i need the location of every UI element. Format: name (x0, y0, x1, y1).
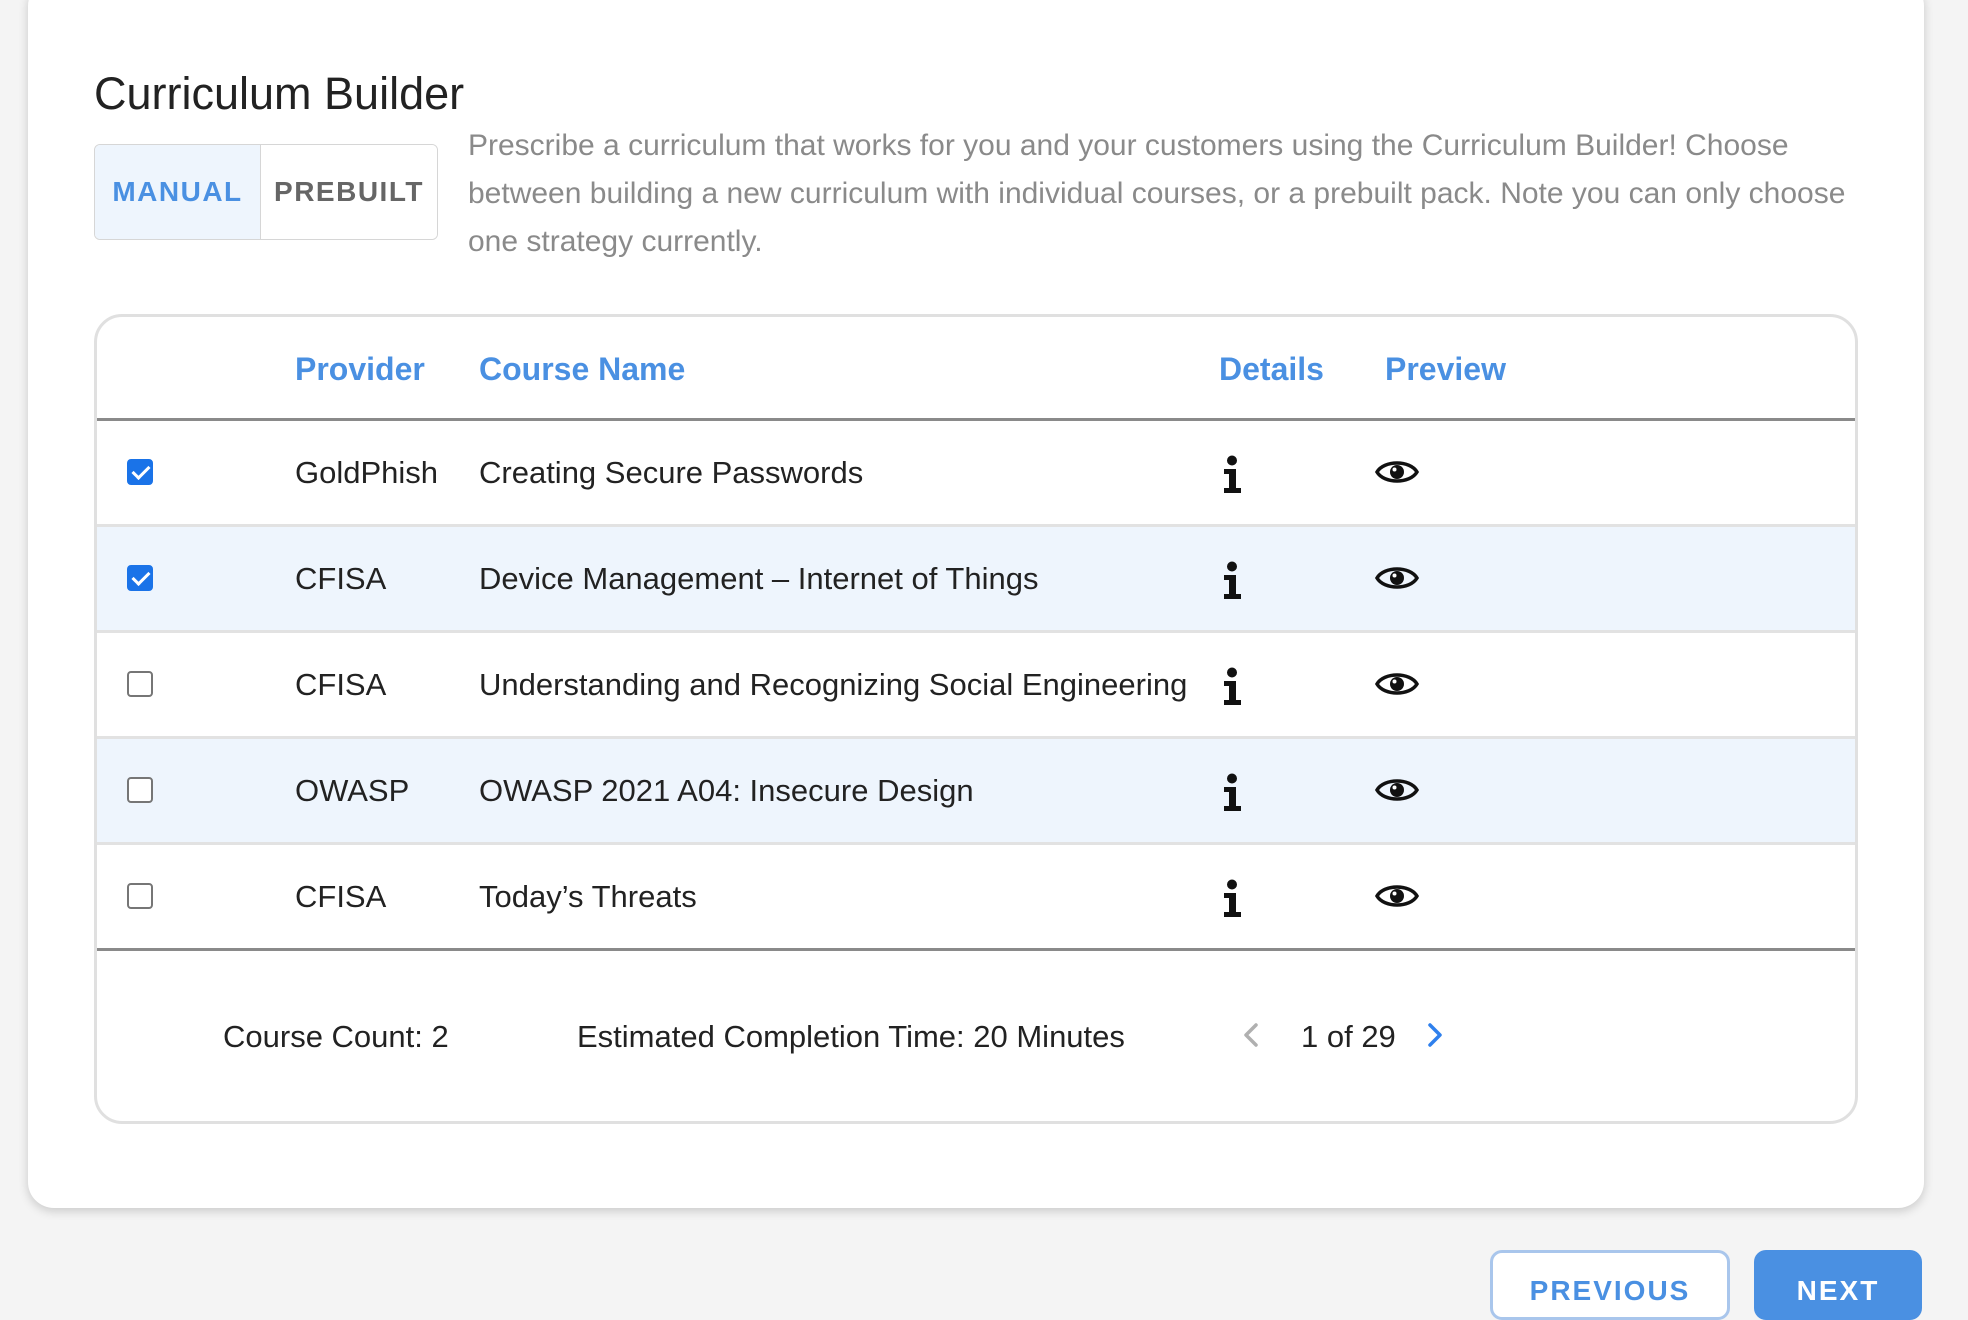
course-count: Course Count: 2 (223, 1019, 449, 1054)
details-button[interactable] (1221, 773, 1245, 818)
eye-icon (1375, 563, 1419, 593)
row-checkbox[interactable] (127, 671, 153, 697)
row-checkbox[interactable] (127, 459, 153, 485)
table-header (97, 317, 1855, 421)
row-course-name: Today’s Threats (479, 879, 697, 914)
eye-icon (1375, 457, 1419, 487)
completion-time: Estimated Completion Time: 20 Minutes (577, 1019, 1125, 1054)
preview-button[interactable] (1375, 563, 1419, 598)
eye-icon (1375, 775, 1419, 805)
row-course-name: Understanding and Recognizing Social Engineering (479, 667, 1188, 702)
table-row-1 (97, 421, 1855, 527)
preview-button[interactable] (1375, 669, 1419, 704)
row-course-name: Device Management – Internet of Things (479, 561, 1039, 596)
curriculum-card (28, 0, 1924, 1208)
row-provider: OWASP (295, 773, 410, 808)
manual-button[interactable]: MANUAL (95, 145, 261, 239)
details-button[interactable] (1221, 455, 1245, 500)
details-button[interactable] (1221, 879, 1245, 924)
page-indicator: 1 of 29 (1301, 1019, 1396, 1054)
eye-icon (1375, 881, 1419, 911)
preview-button[interactable] (1375, 775, 1419, 810)
table-row-4 (97, 739, 1855, 845)
info-icon (1221, 773, 1245, 813)
row-provider: GoldPhish (295, 455, 439, 490)
table-row-5 (97, 845, 1855, 951)
next-page-button[interactable] (1425, 1021, 1445, 1054)
row-provider: CFISA (295, 667, 387, 702)
description: Prescribe a curriculum that works for you and your customers using the Curriculum Builder! Choose between building a new curriculum with individual courses, or a prebuilt pack. Note you can only choose one strategy currently. (468, 129, 1846, 258)
row-provider: CFISA (295, 561, 387, 596)
eye-icon (1375, 669, 1419, 699)
chevron-right-icon (1425, 1021, 1445, 1049)
row-course-name: OWASP 2021 A04: Insecure Design (479, 773, 974, 808)
row-provider: CFISA (295, 879, 387, 914)
row-course-name: Creating Secure Passwords (479, 455, 864, 490)
row-checkbox[interactable] (127, 565, 153, 591)
header-preview: Preview (1385, 351, 1506, 387)
next-button[interactable]: NEXT (1754, 1250, 1922, 1320)
previous-button[interactable]: PREVIOUS (1490, 1250, 1730, 1320)
info-icon (1221, 561, 1245, 601)
prebuilt-button[interactable]: PREBUILT (261, 145, 437, 239)
table-row-3 (97, 633, 1855, 739)
table-row-2 (97, 527, 1855, 633)
details-button[interactable] (1221, 667, 1245, 712)
prev-page-button[interactable] (1241, 1021, 1261, 1054)
preview-button[interactable] (1375, 881, 1419, 916)
page-title: Curriculum Builder (94, 68, 465, 119)
row-checkbox[interactable] (127, 777, 153, 803)
preview-button[interactable] (1375, 457, 1419, 492)
info-icon (1221, 455, 1245, 495)
course-table (94, 314, 1858, 1124)
mode-toggle (94, 144, 438, 240)
chevron-left-icon (1241, 1021, 1261, 1049)
header-provider[interactable]: Provider (295, 351, 425, 387)
info-icon (1221, 667, 1245, 707)
info-icon (1221, 879, 1245, 919)
header-details: Details (1219, 351, 1324, 387)
row-checkbox[interactable] (127, 883, 153, 909)
header-course-name[interactable]: Course Name (479, 351, 686, 387)
details-button[interactable] (1221, 561, 1245, 606)
